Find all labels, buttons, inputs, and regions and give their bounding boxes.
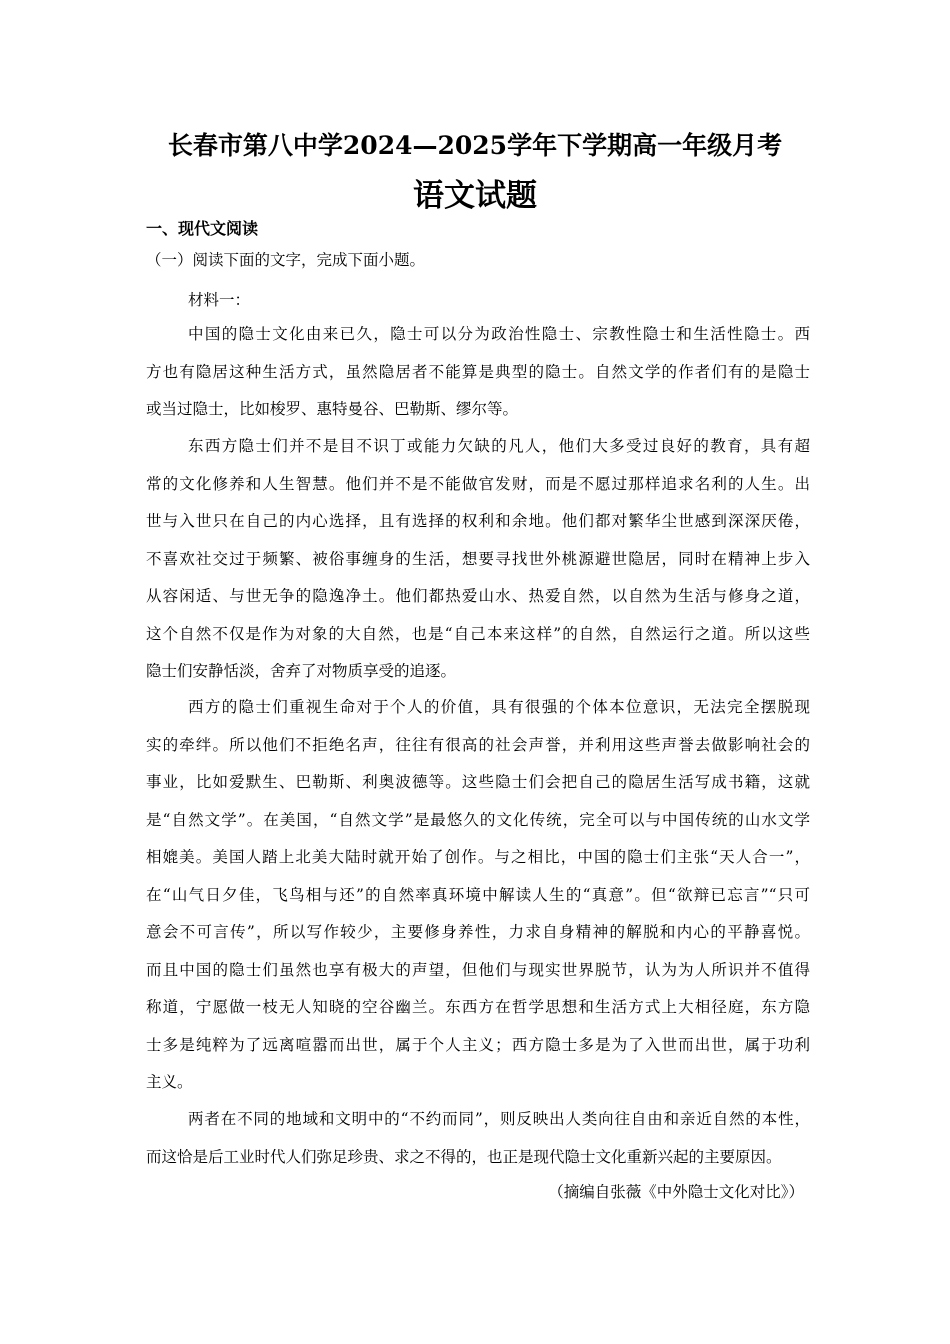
paragraph-1 xyxy=(146,316,810,429)
exam-title: 长春市第八中学2024—2025学年下学期高一年级月考 xyxy=(167,131,783,160)
section-heading: 一、现代文阅读 xyxy=(146,219,259,238)
paragraph-line: 中国的隐士文化由来已久，隐士可以分为政治性隐士、宗教性隐士和生活性隐士。西 xyxy=(188,325,810,343)
paragraph-line: 世与入世只在自己的内心选择，且有选择的权利和余地。他们都对繁华尘世感到深深厌倦， xyxy=(146,512,810,530)
paragraph-line: 这个自然不仅是作为对象的大自然，也是“自己本来这样”的自然，自然运行之道。所以这些 xyxy=(146,624,810,643)
paragraph-line: 事业，比如爱默生、巴勒斯、利奥波德等。这些隐士们会把自己的隐居生活写成书籍，这就 xyxy=(146,773,810,791)
paragraph-line: 常的文化修养和人生智慧。他们并不是不能做官发财，而是不愿过那样追求名利的人生。出 xyxy=(146,474,810,493)
reading-instruction: （一）阅读下面的文字，完成下面小题。 xyxy=(146,251,426,269)
paragraph-line: 称道，宁愿做一枝无人知晓的空谷幽兰。东西方在哲学思想和生活方式上大相径庭，东方隐 xyxy=(146,998,810,1016)
paragraph-line: 两者在不同的地域和文明中的“不约而同”，则反映出人类向往自由和亲近自然的本性， xyxy=(188,1110,810,1128)
paragraph-line: 隐士们安静恬淡，舍弃了对物质享受的追逐。 xyxy=(146,662,457,680)
paragraph-line: 从容闲适、与世无争的隐逸净土。他们都热爱山水、热爱自然，以自然为生活与修身之道， xyxy=(146,587,810,605)
material-label: 材料一： xyxy=(188,291,251,309)
paragraph-line: 方也有隐居这种生活方式，虽然隐居者不能算是典型的隐士。自然文学的作者们有的是隐士 xyxy=(146,362,810,381)
paragraph-line: 主义。 xyxy=(146,1073,193,1091)
paragraph-line: 东西方隐士们并不是目不识丁或能力欠缺的凡人，他们大多受过良好的教育，具有超 xyxy=(188,437,810,455)
paragraph-line: 实的牵绊。所以他们不拒绝名声，往往有很高的社会声誉，并利用这些声誉去做影响社会的 xyxy=(146,735,810,754)
paragraph-line: 相媲美。美国人踏上北美大陆时就开始了创作。与之相比，中国的隐士们主张“天人合一”， xyxy=(146,848,810,866)
paragraph-3 xyxy=(146,689,810,1102)
paragraph-line: 或当过隐士，比如梭罗、惠特曼谷、巴勒斯、缪尔等。 xyxy=(146,400,519,418)
paragraph-line: 而且中国的隐士们虽然也享有极大的声望，但他们与现实世界脱节，认为为人所识并不值得 xyxy=(146,960,810,979)
paragraph-line: 意会不可言传”，所以写作较少，主要修身养性，力求自身精神的解脱和内心的平静喜悦。 xyxy=(146,923,810,941)
paragraph-2 xyxy=(146,428,810,691)
source-citation: （摘编自张薇《中外隐士文化对比》） xyxy=(548,1183,804,1201)
paragraph-line: 士多是纯粹为了远离喧嚣而出世，属于个人主义；西方隐士多是为了入世而出世，属于功利 xyxy=(146,1035,810,1054)
paragraph-line: 在“山气日夕佳，飞鸟相与还”的自然率真环境中解读人生的“真意”。但“欲辩已忘言”“只可 xyxy=(146,885,810,904)
paragraph-line: 西方的隐士们重视生命对于个人的价值，具有很强的个体本位意识，无法完全摆脱现 xyxy=(188,698,810,716)
exam-subtitle: 语文试题 xyxy=(413,178,537,214)
paragraph-line: 不喜欢社交过于频繁、被俗事缠身的生活，想要寻找世外桃源避世隐居，同时在精神上步入 xyxy=(146,549,810,568)
paragraph-4 xyxy=(146,1101,810,1176)
paragraph-line: 是“自然文学”。在美国，“自然文学”是最悠久的文化传统，完全可以与中国传统的山水文学 xyxy=(146,810,810,829)
paragraph-line: 而这恰是后工业时代人们弥足珍贵、求之不得的，也正是现代隐士文化重新兴起的主要原因。 xyxy=(146,1147,782,1166)
